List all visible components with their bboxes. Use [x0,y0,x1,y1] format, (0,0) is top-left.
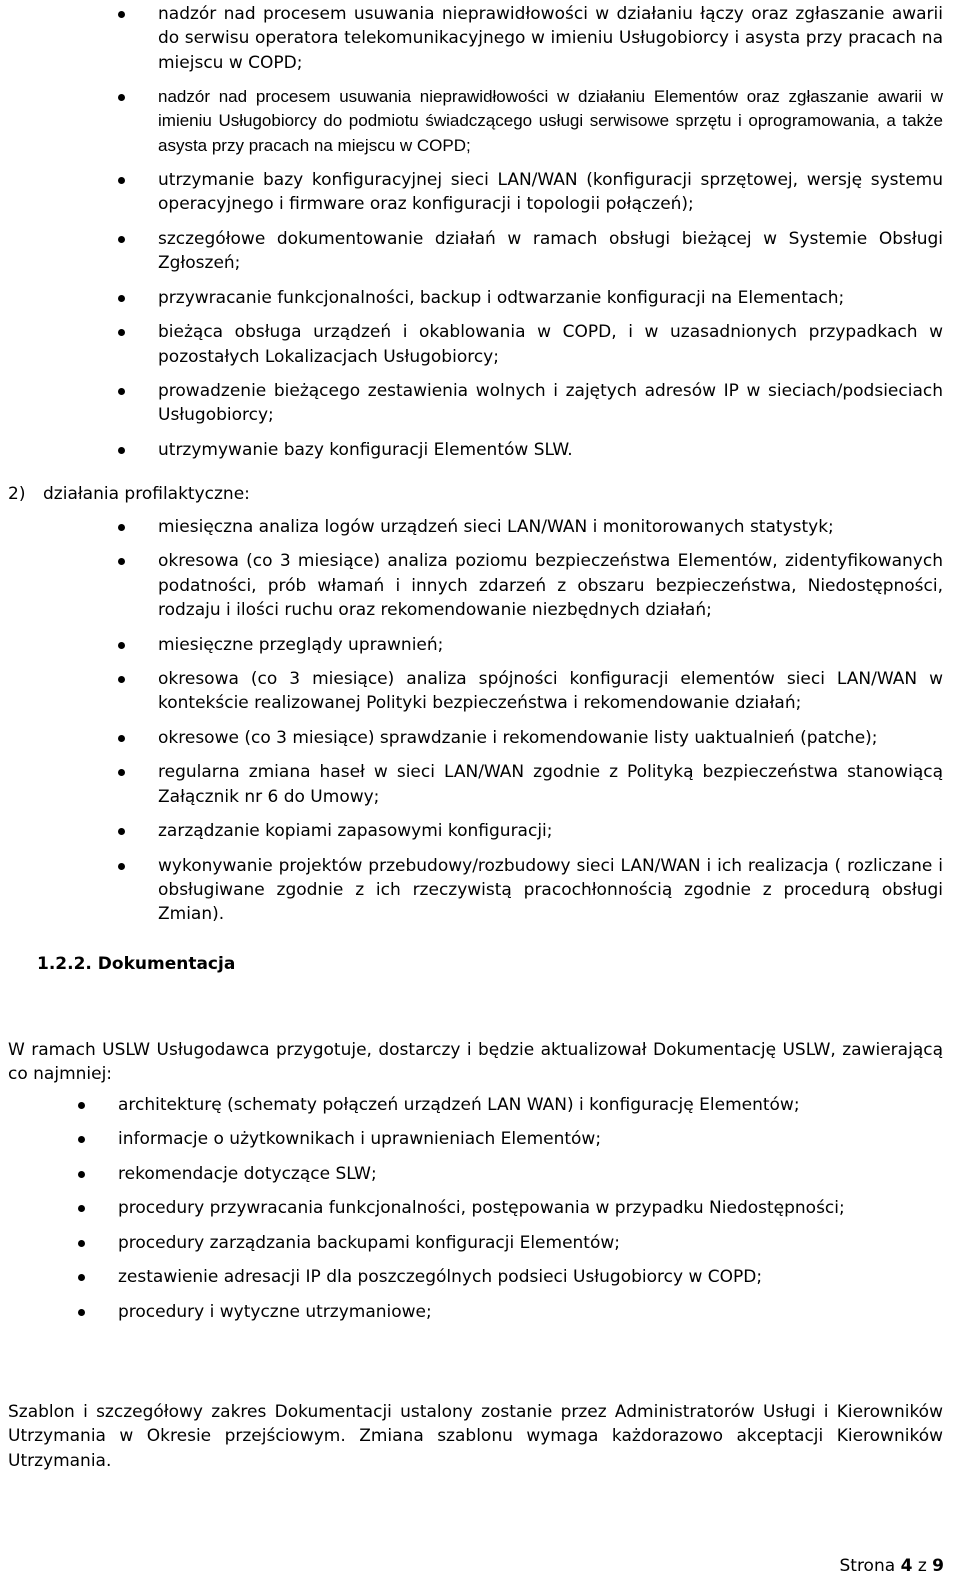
list-item-text: nadzór nad procesem usuwania nieprawidłowości w działaniu łączy oraz zgłaszanie awarii do serwisu operatora telekomunikacyjnego w imieniu Usługobiorcy i asysta przy pracach na miejscu w COPD; [158,4,943,73]
bullet-icon [118,863,125,870]
list-item [158,549,943,622]
bullet-icon [118,329,125,336]
list-item-text: prowadzenie bieżącego zestawienia wolnych i zajętych adresów IP w sieciach/podsieciach Usługobiorcy; [158,380,943,426]
list-item [158,286,943,310]
bullet-list-maintenance [158,2,943,472]
list-item [158,760,943,809]
page-footer [839,1554,944,1578]
section-number: 2) [8,484,26,504]
list-item [118,1231,943,1255]
list-item [118,1265,943,1289]
bullet-icon [118,524,125,531]
list-item [158,438,943,462]
list-item-text: procedury i wytyczne utrzymaniowe; [118,1301,432,1322]
list-item [158,515,943,539]
list-item-text: zarządzanie kopiami zapasowymi konfiguracji; [158,821,553,842]
list-item-text: regularna zmiana haseł w sieci LAN/WAN zgodnie z Polityką bezpieczeństwa stanowiącą Załącznik nr 6 do Umowy; [158,762,943,807]
list-item-text: okresowa (co 3 miesiące) analiza poziomu bezpieczeństwa Elementów, zidentyfikowanych podatności, prób włamań i innych zdarzeń z obszaru bezpieczeństwa, Niedostępności, rodzaju i ilości ruchu oraz rekomendowanie niezbędnych działań; [158,551,943,621]
list-item [118,1196,943,1220]
bullet-icon [118,642,125,649]
bullet-icon [118,558,125,565]
bullet-icon [118,236,125,243]
list-item [118,1093,943,1117]
footer-separator: z [917,1556,927,1576]
list-item-text: miesięczna analiza logów urządzeń sieci LAN/WAN i monitorowanych statystyk; [158,517,834,537]
list-item [118,1127,943,1151]
list-item-text: okresowa (co 3 miesiące) analiza spójności konfiguracji elementów sieci LAN/WAN w kontekście realizowanej Polityki bezpieczeństwa i rekomendowanie działań; [158,669,943,714]
bullet-icon [78,1171,85,1178]
list-item-text: zestawienie adresacji IP dla poszczególnych podsieci Usługobiorcy w COPD; [118,1267,763,1288]
list-item-text: okresowe (co 3 miesiące) sprawdzanie i rekomendowanie listy uaktualnień (patche); [158,727,878,748]
list-item-text: przywracanie funkcjonalności, backup i odtwarzanie konfiguracji na Elementach; [158,287,845,308]
list-item-text: architekturę (schematy połączeń urządzeń LAN WAN) i konfigurację Elementów; [118,1095,800,1115]
list-item [158,667,943,716]
intro-paragraph: W ramach USLW Usługodawca przygotuje, dostarczy i będzie aktualizował Dokumentację USLW, zawierającą co najmniej: [8,1040,943,1085]
list-item [158,320,943,369]
list-item [158,168,943,217]
bullet-icon [118,447,125,454]
list-item-text: procedury przywracania funkcjonalności, postępowania w przypadku Niedostępności; [118,1198,845,1219]
list-item [158,854,943,927]
bullet-list-preventive [158,515,943,937]
bullet-icon [118,295,125,302]
bullet-icon [118,735,125,742]
bullet-icon [78,1205,85,1212]
list-item-text: utrzymywanie bazy konfiguracji Elementów SLW. [158,439,573,460]
bullet-icon [78,1274,85,1281]
list-item [158,227,943,276]
bullet-icon [118,177,125,184]
bullet-icon [118,769,125,776]
list-item [158,633,943,657]
bullet-icon [78,1102,85,1109]
bullet-icon [78,1309,85,1316]
section-heading: 1.2.2. Dokumentacja [37,954,236,974]
list-item-text: utrzymanie bazy konfiguracyjnej sieci LAN/WAN (konfiguracji sprzętowej, wersję systemu operacyjnego i firmware oraz konfiguracji i topologii połączeń); [158,170,943,215]
list-item-text: rekomendacje dotyczące SLW; [118,1163,377,1184]
list-item-text: wykonywanie projektów przebudowy/rozbudowy sieci LAN/WAN i ich realizacja ( rozliczane i obsługiwane zgodnie z ich rzeczywistą pracochłonnością zgodnie z procedurą obsługi Zmian). [158,855,943,925]
bullet-icon [78,1240,85,1247]
list-item-text: szczegółowe dokumentowanie działań w ramach obsługi bieżącej w Systemie Obsługi Zgłoszeń; [158,228,943,274]
bullet-icon [78,1136,85,1143]
bullet-icon [118,828,125,835]
bullet-icon [118,676,125,683]
footer-page-number: 4 [900,1556,913,1576]
bullet-icon [118,94,125,101]
list-item [158,819,943,843]
list-item-text: procedury zarządzania backupami konfiguracji Elementów; [118,1232,621,1253]
list-item [158,379,943,428]
list-item [158,2,943,75]
list-item-text: bieżąca obsługa urządzeń i okablowania w COPD, i w uzasadnionych przypadkach w pozostałych Lokalizacjach Usługobiorcy; [158,322,943,367]
footer-prefix: Strona [839,1556,896,1576]
list-item-text: informacje o użytkownikach i uprawnieniach Elementów; [118,1129,602,1150]
list-item-text: nadzór nad procesem usuwania nieprawidłowości w działaniu Elementów oraz zgłaszanie awarii w imieniu Usługobiorcy do podmiotu świadczącego usługi serwisowe sprzętu i oprogramowania, a także asysta przy pracach na miejscu w COPD; [158,87,943,155]
list-item [118,1162,943,1186]
list-item [158,85,943,158]
bullet-icon [118,388,125,395]
section-label: działania profilaktyczne: [43,484,250,504]
bullet-icon [118,11,125,18]
bullet-list-documentation [118,1093,943,1334]
footer-page-total: 9 [932,1556,944,1576]
list-item [158,726,943,750]
closing-paragraph: Szablon i szczegółowy zakres Dokumentacji ustalony zostanie przez Administratorów Usługi i Kierowników Utrzymania w Okresie przejściowym. Zmiana szablonu wymaga każdorazowo akceptacji Kierowników Utrzymania. [8,1402,943,1471]
list-item-text: miesięczne przeglądy uprawnień; [158,634,444,655]
list-item [118,1300,943,1324]
